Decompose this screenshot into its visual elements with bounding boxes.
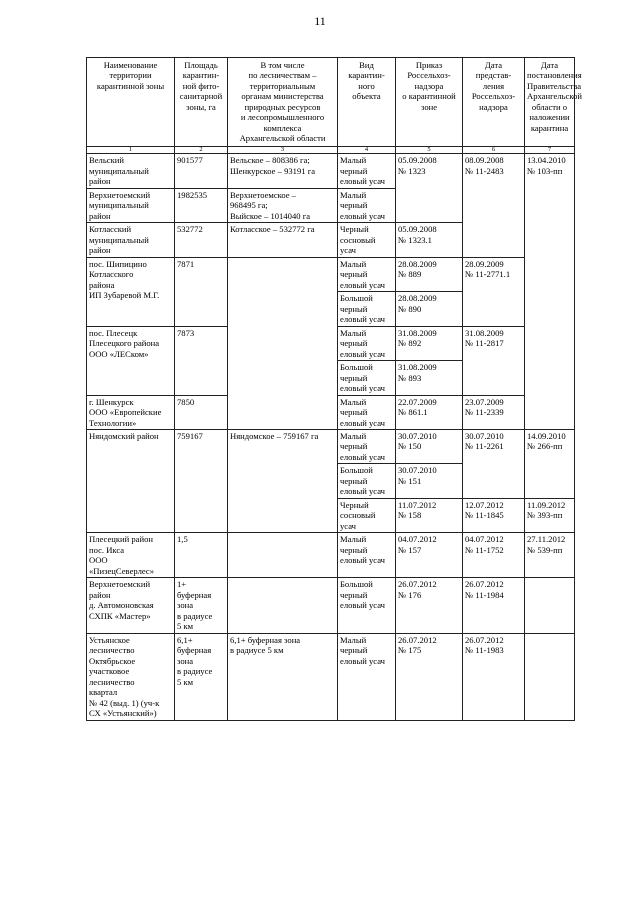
- area-cell: 7850: [175, 395, 228, 429]
- zone-name-cell: Няндомский район: [87, 430, 175, 533]
- object-type-cell: Малый черный еловый усач: [338, 326, 396, 360]
- order-cell: 30.07.2010 № 150: [396, 430, 463, 464]
- column-number: 4: [338, 146, 396, 154]
- zone-name-cell: Котласский муниципальный район: [87, 223, 175, 257]
- object-type-cell: Большой черный еловый усач: [338, 361, 396, 395]
- table-row: [87, 533, 575, 578]
- submission-date-cell: 26.07.2012 № 11-1984: [463, 578, 525, 633]
- submission-date-cell: 31.08.2009 № 11-2817: [463, 326, 525, 395]
- order-cell: 28.08.2009 № 889: [396, 257, 463, 291]
- column-number: 3: [228, 146, 338, 154]
- header-area: Площадь карантин- ной фито- санитарной зоны, га: [175, 58, 228, 147]
- decree-date-cell: [525, 578, 575, 633]
- decree-date-cell: 27.11.2012 № 539-пп: [525, 533, 575, 578]
- order-cell: 26.07.2012 № 176: [396, 578, 463, 633]
- area-cell: 7873: [175, 326, 228, 395]
- header-decree-date: Дата постановления Правительства Архангельской области о наложении карантина: [525, 58, 575, 147]
- quarantine-zones-table: [86, 57, 582, 721]
- object-type-cell: Малый черный еловый усач: [338, 257, 396, 291]
- forestry-cell: Верхнетоемское – 968495 га; Выйское – 1014040 га: [228, 188, 338, 222]
- table-row: [87, 154, 575, 188]
- object-type-cell: Малый черный еловый усач: [338, 430, 396, 464]
- object-type-cell: Малый черный еловый усач: [338, 633, 396, 720]
- area-cell: 901577: [175, 154, 228, 188]
- table-header-row: [87, 58, 575, 147]
- object-type-cell: Малый черный еловый усач: [338, 188, 396, 222]
- column-number: 6: [463, 146, 525, 154]
- area-cell: 1982535: [175, 188, 228, 222]
- order-cell: 30.07.2010 № 151: [396, 464, 463, 498]
- object-type-cell: Большой черный еловый усач: [338, 578, 396, 633]
- forestry-cell: Няндомское – 759167 га: [228, 430, 338, 533]
- object-type-cell: Малый черный еловый усач: [338, 395, 396, 429]
- order-cell: 05.09.2008 № 1323.1: [396, 223, 463, 257]
- object-type-cell: Большой черный еловый усач: [338, 464, 396, 498]
- table-row: [87, 257, 575, 291]
- order-cell: 31.08.2009 № 893: [396, 361, 463, 395]
- area-cell: 759167: [175, 430, 228, 533]
- submission-date-cell: 08.09.2008 № 11-2483: [463, 154, 525, 257]
- zone-name-cell: Верхнетоемский муниципальный район: [87, 188, 175, 222]
- zone-name-cell: Верхнетоемский район д. Автомоновская СХПК «Мастер»: [87, 578, 175, 633]
- zone-name-cell: пос. Плесецк Плесецкого района ООО «ЛЕСком»: [87, 326, 175, 395]
- column-number: 7: [525, 146, 575, 154]
- forestry-cell: [228, 257, 338, 429]
- table-row: [87, 578, 575, 633]
- object-type-cell: Черный сосновый усач: [338, 223, 396, 257]
- decree-date-cell: [525, 633, 575, 720]
- header-submission-date: Дата представ- ления Россельхоз- надзора: [463, 58, 525, 147]
- object-type-cell: Большой черный еловый усач: [338, 292, 396, 326]
- object-type-cell: Черный сосновый усач: [338, 498, 396, 532]
- order-cell: 22.07.2009 № 861.1: [396, 395, 463, 429]
- header-forestries: В том числе по лесничествам – территориальным органам министерства природных ресурсов и лесопромышленного комплекса Архангельской области: [228, 58, 338, 147]
- zone-name-cell: Вельский муниципальный район: [87, 154, 175, 188]
- zone-name-cell: Плесецкий район пос. Икса ООО «ПизецСеверлес»: [87, 533, 175, 578]
- forestry-cell: Вельское – 808386 га; Шенкурское – 93191 га: [228, 154, 338, 188]
- header-order: Приказ Россельхоз- надзора о карантинной зоне: [396, 58, 463, 147]
- order-cell: 05.09.2008 № 1323: [396, 154, 463, 223]
- column-number-row: [87, 146, 575, 154]
- forestry-cell: [228, 533, 338, 578]
- column-number: 2: [175, 146, 228, 154]
- area-cell: 532772: [175, 223, 228, 257]
- table-row: [87, 633, 575, 720]
- order-cell: 04.07.2012 № 157: [396, 533, 463, 578]
- submission-date-cell: 26.07.2012 № 11-1983: [463, 633, 525, 720]
- column-number: 5: [396, 146, 463, 154]
- area-cell: 1,5: [175, 533, 228, 578]
- order-cell: 11.07.2012 № 158: [396, 498, 463, 532]
- forestry-cell: [228, 578, 338, 633]
- order-cell: 26.07.2012 № 175: [396, 633, 463, 720]
- decree-date-cell: 13.04.2010 № 103-пп: [525, 154, 575, 430]
- area-cell: 1+ буферная зона в радиусе 5 км: [175, 578, 228, 633]
- zone-name-cell: Устьянское лесничество Октябрьское участковое лесничество квартал № 42 (выд. 1) (уч-к СХ «Устьянский»): [87, 633, 175, 720]
- order-cell: 31.08.2009 № 892: [396, 326, 463, 360]
- zone-name-cell: г. Шенкурск ООО «Европейские Технологии»: [87, 395, 175, 429]
- submission-date-cell: 28.09.2009 № 11-2771.1: [463, 257, 525, 326]
- object-type-cell: Малый черный еловый усач: [338, 154, 396, 188]
- forestry-cell: Котласское – 532772 га: [228, 223, 338, 257]
- submission-date-cell: 12.07.2012 № 11-1845: [463, 498, 525, 532]
- column-number: 1: [87, 146, 175, 154]
- header-object-type: Вид карантин- ного объекта: [338, 58, 396, 147]
- submission-date-cell: 30.07.2010 № 11-2261: [463, 430, 525, 499]
- submission-date-cell: 23.07.2009 № 11-2339: [463, 395, 525, 429]
- area-cell: 6,1+ буферная зона в радиусе 5 км: [175, 633, 228, 720]
- table-row: [87, 430, 575, 464]
- forestry-cell: 6,1+ буферная зона в радиусе 5 км: [228, 633, 338, 720]
- page-number: 11: [314, 14, 326, 28]
- area-cell: 7871: [175, 257, 228, 326]
- header-zone-name: Наименование территории карантинной зоны: [87, 58, 175, 147]
- decree-date-cell: 11.09.2012 № 393-пп: [525, 498, 575, 532]
- object-type-cell: Малый черный еловый усач: [338, 533, 396, 578]
- submission-date-cell: 04.07.2012 № 11-1752: [463, 533, 525, 578]
- decree-date-cell: 14.09.2010 № 266-пп: [525, 430, 575, 499]
- order-cell: 28.08.2009 № 890: [396, 292, 463, 326]
- zone-name-cell: пос. Шипицино Котласского района ИП Зубаревой М.Г.: [87, 257, 175, 326]
